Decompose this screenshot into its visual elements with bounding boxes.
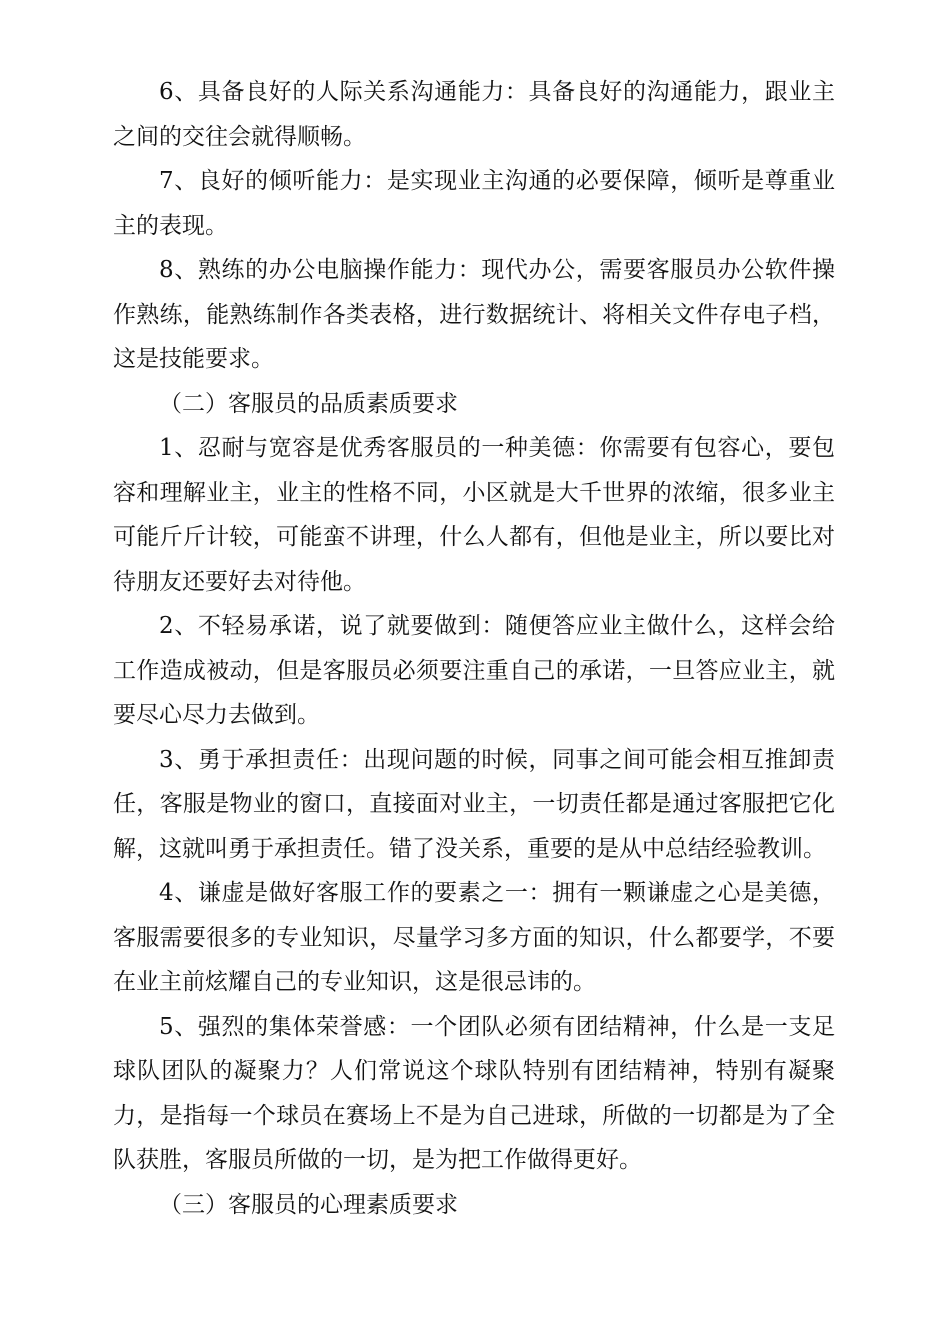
paragraph-quality-2: 2、不轻易承诺，说了就要做到：随便答应业主做什么，这样会给工作造成被动，但是客服员必须要注重自己的承诺，一旦答应业主，就要尽心尽力去做到。 bbox=[113, 613, 835, 728]
paragraph-quality-3: 3、勇于承担责任：出现问题的时候，同事之间可能会相互推卸责任，客服是物业的窗口，直接面对业主，一切责任都是通过客服把它化解，这就叫勇于承担责任。错了没关系，重要的是从中总结经验教训。 bbox=[113, 746, 835, 862]
paragraph-item-6: 6、具备良好的人际关系沟通能力：具备良好的沟通能力，跟业主之间的交往会就得顺畅。 bbox=[113, 79, 835, 150]
paragraph-quality-5: 5、强烈的集体荣誉感：一个团队必须有团结精神，什么是一支足球队团队的凝聚力？人们常说这个球队特别有团结精神，特别有凝聚力，是指每一个球员在赛场上不是为自己进球，所做的一切都是为了全队获胜，客服员所做的一切，是为把工作做得更好。 bbox=[113, 1013, 835, 1173]
section-heading-psychology: （三）客服员的心理素质要求 bbox=[159, 1191, 458, 1218]
paragraph-item-8: 8、熟练的办公电脑操作能力：现代办公，需要客服员办公软件操作熟练，能熟练制作各类表格，进行数据统计、将相关文件存电子档，这是技能要求。 bbox=[113, 257, 835, 372]
section-heading-quality: （二）客服员的品质素质要求 bbox=[159, 390, 458, 417]
paragraph-item-7: 7、良好的倾听能力：是实现业主沟通的必要保障，倾听是尊重业主的表现。 bbox=[113, 168, 835, 239]
paragraph-quality-4: 4、谦虚是做好客服工作的要素之一：拥有一颗谦虚之心是美德，客服需要很多的专业知识，尽量学习多方面的知识，什么都要学，不要在业主前炫耀自己的专业知识，这是很忌讳的。 bbox=[113, 880, 835, 995]
paragraph-quality-1: 1、忍耐与宽容是优秀客服员的一种美德：你需要有包容心，要包容和理解业主，业主的性格不同，小区就是大千世界的浓缩，很多业主可能斤斤计较，可能蛮不讲理，什么人都有，但他是业主，所以要比对待朋友还要好去对待他。 bbox=[113, 435, 835, 595]
document-page bbox=[113, 70, 835, 1227]
